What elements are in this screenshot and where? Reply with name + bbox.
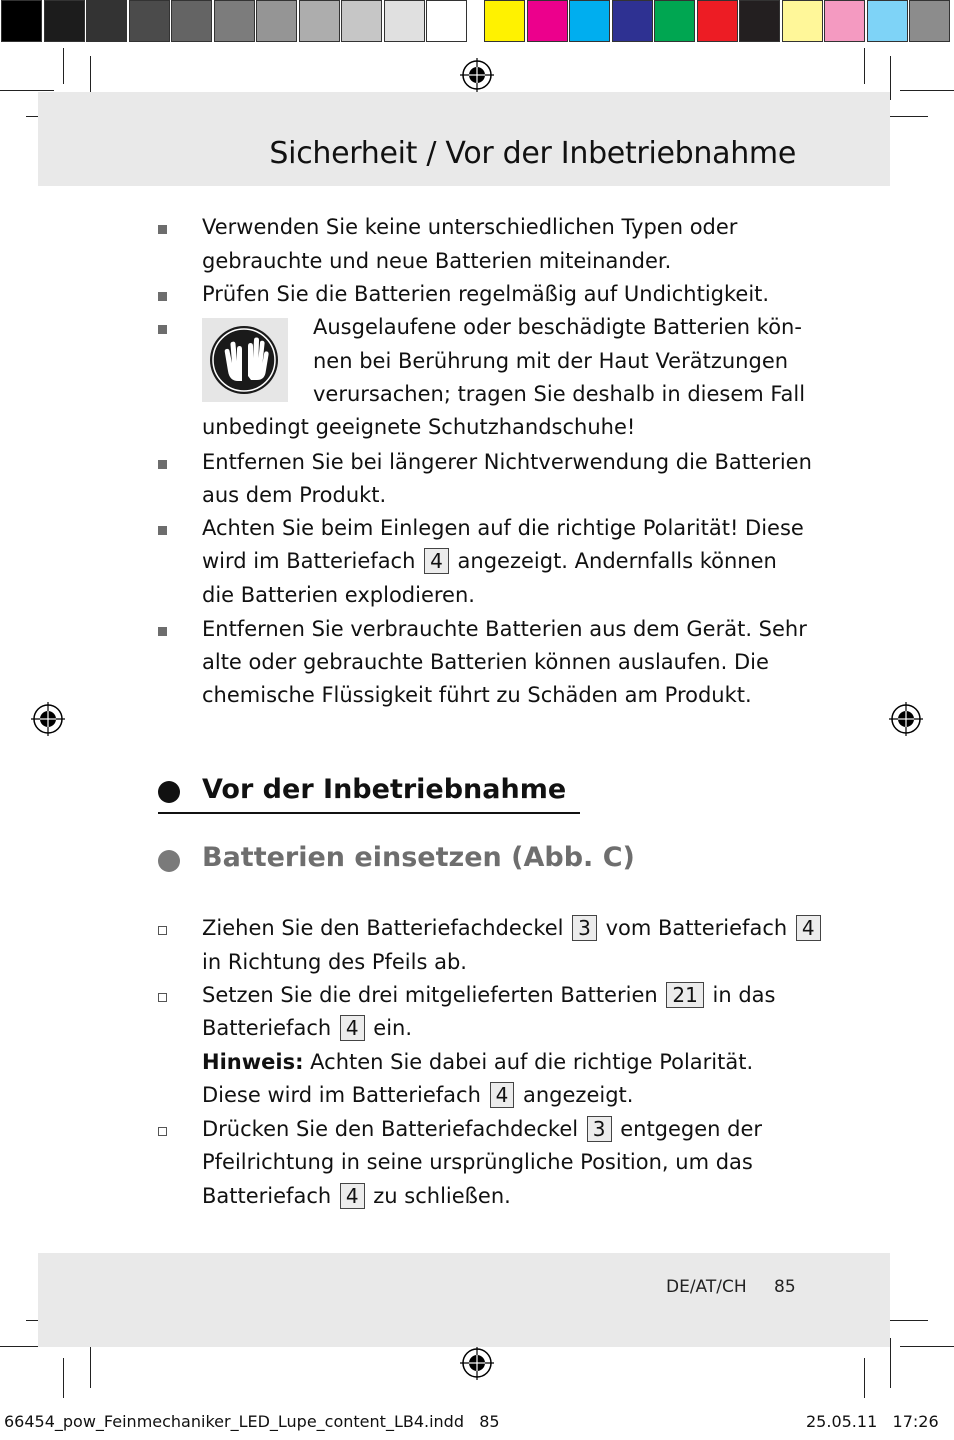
part-reference: 3: [587, 1116, 612, 1142]
text-span: Batteriefach: [202, 1016, 332, 1040]
text-span: zu schließen.: [373, 1184, 511, 1208]
text-span: vom Batteriefach: [605, 916, 788, 940]
color-swatch: [867, 0, 908, 42]
heading-underline: [158, 812, 580, 814]
grey-swatch: [256, 0, 297, 42]
part-reference: 4: [424, 548, 449, 574]
safety-item-line: verursachen; tragen Sie deshalb in diesem Fall: [313, 382, 806, 406]
safety-item-line: Verwenden Sie keine unterschiedlichen Typen oder: [202, 215, 738, 239]
note-label: Hinweis:: [202, 1050, 304, 1074]
bullet: [158, 460, 167, 469]
grey-swatch: [44, 0, 85, 42]
text-span: entgegen der: [620, 1117, 763, 1141]
color-bar: [484, 0, 952, 46]
text-span: Drücken Sie den Batteriefachdeckel: [202, 1117, 579, 1141]
part-reference: 4: [340, 1183, 365, 1209]
safety-item-line: [202, 545, 777, 579]
color-swatch: [909, 0, 950, 42]
color-swatch: [654, 0, 695, 42]
step-line: Pfeilrichtung in seine ursprüngliche Position, um das: [202, 1150, 753, 1174]
crop-mark: [890, 56, 891, 100]
color-swatch: [824, 0, 865, 42]
part-reference: 21: [666, 982, 703, 1008]
gloves-icon: [202, 318, 288, 402]
safety-item-line: Entfernen Sie bei längerer Nichtverwendung die Batterien: [202, 450, 812, 474]
note-line: [202, 1046, 753, 1080]
grey-swatch: [214, 0, 255, 42]
crop-mark: [864, 48, 865, 84]
color-swatch: [484, 0, 525, 42]
step-line: [202, 1113, 762, 1147]
heading-dot: [158, 850, 180, 872]
grey-swatch: [426, 0, 467, 42]
step-line: [202, 912, 823, 946]
color-swatch: [739, 0, 780, 42]
note-line: [202, 1079, 633, 1113]
color-swatch: [569, 0, 610, 42]
crop-mark: [63, 48, 64, 84]
footer-band: [38, 1253, 890, 1347]
registration-mark-icon: [460, 58, 494, 92]
grey-swatch: [86, 0, 127, 42]
crop-mark: [900, 90, 954, 91]
part-reference: 4: [490, 1082, 515, 1108]
page-title: Sicherheit / Vor der Inbetriebnahme: [269, 136, 796, 171]
bullet: [158, 526, 167, 535]
section-heading: Vor der Inbetriebnahme: [202, 774, 567, 805]
grey-swatch: [129, 0, 170, 42]
grey-swatch: [341, 0, 382, 42]
checkbox-bullet: [158, 993, 167, 1002]
grey-swatch: [384, 0, 425, 42]
text-span: Batteriefach: [202, 1184, 332, 1208]
part-reference: 4: [340, 1015, 365, 1041]
crop-mark: [63, 1358, 64, 1398]
safety-item-line: alte oder gebrauchte Batterien können auslaufen. Die: [202, 650, 769, 674]
checkbox-bullet: [158, 1127, 167, 1136]
heading-dot: [158, 781, 180, 803]
page-number: 85: [774, 1277, 796, 1297]
color-swatch: [697, 0, 738, 42]
text-span: angezeigt.: [523, 1083, 634, 1107]
text-span: wird im Batteriefach: [202, 549, 416, 573]
grey-swatch: [1, 0, 42, 42]
color-swatch: [527, 0, 568, 42]
text-span: Diese wird im Batteriefach: [202, 1083, 481, 1107]
crop-mark: [864, 1358, 865, 1398]
step-line: [202, 979, 775, 1013]
crop-mark: [900, 1346, 954, 1347]
safety-item-line: unbedingt geeignete Schutzhandschuhe!: [202, 415, 636, 439]
safety-item-line: chemische Flüssigkeit führt zu Schäden am Produkt.: [202, 683, 752, 707]
bullet: [158, 225, 167, 234]
part-reference: 4: [796, 915, 821, 941]
registration-mark-icon: [31, 702, 65, 736]
bullet: [158, 325, 167, 334]
text-span: Setzen Sie die drei mitgelieferten Batterien: [202, 983, 658, 1007]
color-swatch: [782, 0, 823, 42]
region-label: DE/AT/CH: [666, 1277, 747, 1297]
bullet: [158, 292, 167, 301]
step-line: [202, 1012, 412, 1046]
registration-mark-icon: [889, 702, 923, 736]
registration-mark-icon: [460, 1346, 494, 1380]
safety-item-line: die Batterien explodieren.: [202, 583, 475, 607]
step-line: in Richtung des Pfeils ab.: [202, 950, 467, 974]
crop-mark: [0, 90, 54, 91]
checkbox-bullet: [158, 926, 167, 935]
text-span: Achten Sie dabei auf die richtige Polarität.: [310, 1050, 754, 1074]
section-heading: Batterien einsetzen (Abb. C): [202, 842, 635, 873]
step-line: [202, 1180, 511, 1214]
crop-mark: [890, 1338, 891, 1388]
safety-item-line: Prüfen Sie die Batterien regelmäßig auf Undichtigkeit.: [202, 282, 770, 306]
date-slug: 25.05.11 17:26: [806, 1412, 939, 1431]
greyscale-bar: [1, 0, 469, 46]
text-span: in das: [712, 983, 776, 1007]
text-span: Ziehen Sie den Batteriefachdeckel: [202, 916, 564, 940]
gloves-warning-box: [202, 318, 288, 402]
safety-item-line: aus dem Produkt.: [202, 483, 387, 507]
safety-item-line: gebrauchte und neue Batterien miteinander.: [202, 249, 672, 273]
color-swatch: [612, 0, 653, 42]
safety-item-line: Achten Sie beim Einlegen auf die richtige Polarität! Diese: [202, 516, 804, 540]
text-span: angezeigt. Andernfalls können: [457, 549, 777, 573]
grey-swatch: [299, 0, 340, 42]
safety-item-line: Ausgelaufene oder beschädigte Batterien kön-: [313, 315, 802, 339]
safety-item-line: nen bei Berührung mit der Haut Verätzungen: [313, 349, 789, 373]
grey-swatch: [171, 0, 212, 42]
text-span: ein.: [373, 1016, 413, 1040]
file-slug: 66454_pow_Feinmechaniker_LED_Lupe_content_LB4.indd 85: [4, 1412, 500, 1431]
part-reference: 3: [572, 915, 597, 941]
bullet: [158, 627, 167, 636]
safety-item-line: Entfernen Sie verbrauchte Batterien aus dem Gerät. Sehr: [202, 617, 807, 641]
